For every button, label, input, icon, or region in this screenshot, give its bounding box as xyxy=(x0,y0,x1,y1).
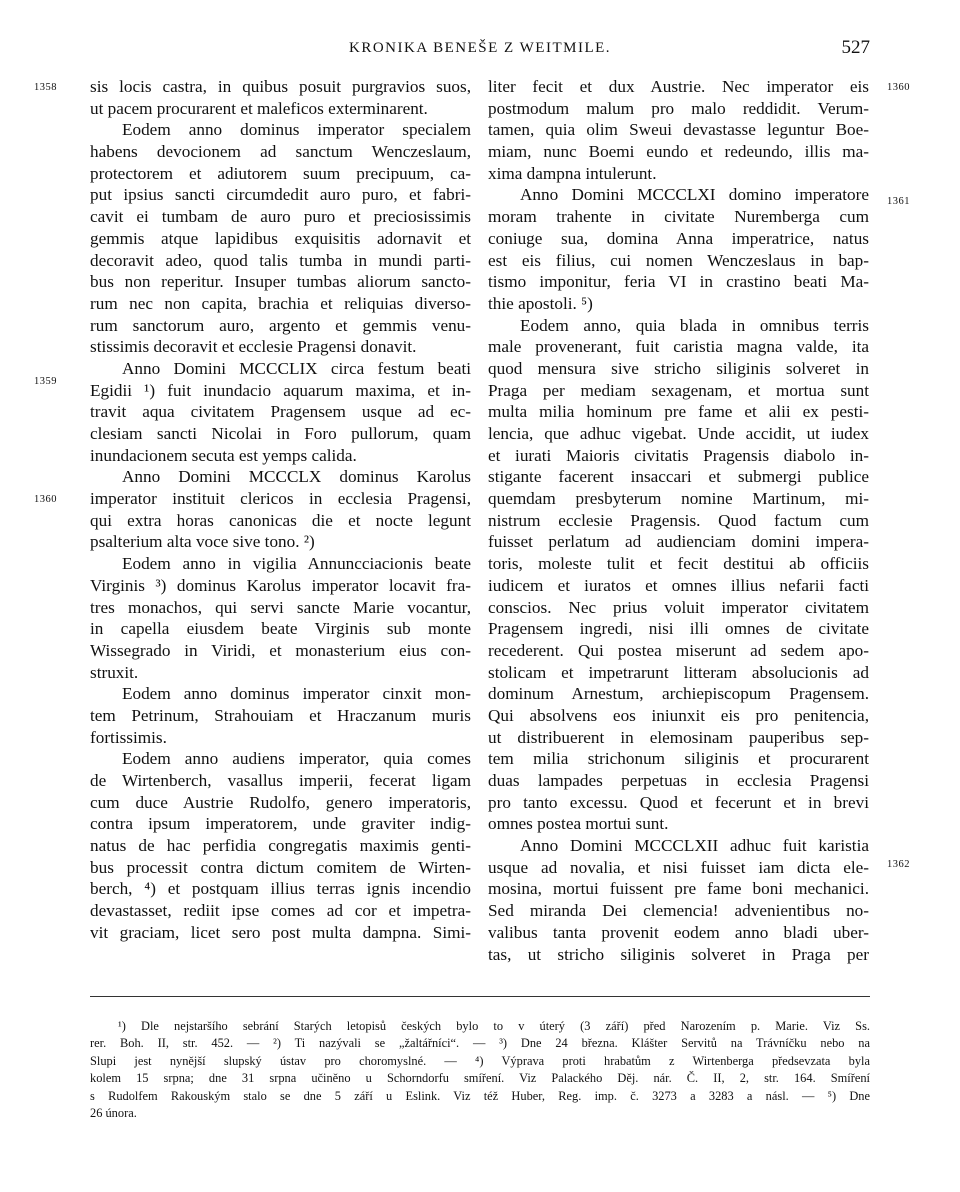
left-column xyxy=(90,76,471,944)
text-line: Pragensem ingredi, nisi illi omnes de civitate xyxy=(488,619,869,639)
text-line: Eodem anno audiens imperator, quia comes xyxy=(122,749,471,769)
running-title: KRONIKA BENEŠE Z WEITMILE. xyxy=(348,40,612,56)
text-line: rum sanctorum auro, argento et gemmis venu- xyxy=(90,315,471,335)
text-line: quemdam presbyterum nomine Martinum, mi- xyxy=(488,489,869,509)
text-line: Praga per mediam sexagenam, et mortua sunt xyxy=(488,380,869,400)
text-line: Anno Domini MCCCLXII adhuc fuit karistia xyxy=(520,836,869,856)
text-line: inundacionem secuta est yemps calida. xyxy=(90,445,357,465)
text-line: xima dampna intulerunt. xyxy=(488,163,657,183)
text-line: bus processit contra dictum comitem de Wirten- xyxy=(90,857,471,877)
text-line: stissimis decoravit et ecclesie Pragensi donavit. xyxy=(90,337,417,357)
running-head xyxy=(90,37,870,61)
text-line: habens devocionem ad sanctum Wenczeslaum, xyxy=(90,142,471,162)
text-line: iudicem et iuratos et omnes illius nefarii facti xyxy=(488,575,869,595)
text-line: struxit. xyxy=(90,662,139,682)
text-line: recederent. Qui postea miserunt ad sedem apo- xyxy=(488,640,869,660)
margin-year: 1360 xyxy=(887,82,910,93)
text-line: qui extra horas canonicas die et nocte legunt xyxy=(90,510,471,530)
text-line: dominum Arnestum, archiepiscopum Pragensem. xyxy=(488,684,869,704)
text-line: Anno Domini MCCCLXI domino imperatore xyxy=(520,185,869,205)
text-line: male provenerant, fuit caristia magna valde, ita xyxy=(488,337,869,357)
text-line: tres monachos, qui servi sancte Marie vocantur, xyxy=(90,597,471,617)
text-line: Eodem anno in vigilia Annuncciacionis beate xyxy=(122,554,471,574)
text-line: Eodem anno, quia blada in omnibus terris xyxy=(520,315,869,335)
text-line: sis locis castra, in quibus posuit purgravios suos, xyxy=(90,77,471,96)
text-line: contra ipsum imperatorem, unde graviter indig- xyxy=(90,814,471,834)
text-line: clesiam sancti Nicolai in Foro pullorum, quam xyxy=(90,424,471,443)
text-line: natus de hac perfidia congregatis maximis genti- xyxy=(90,836,471,856)
text-line: protectorem et adiutorem suum precipuum, ca- xyxy=(90,163,471,183)
text-line: ut distribuerent in elemosinam pauperibus sep- xyxy=(488,727,869,747)
margin-year: 1360 xyxy=(34,494,57,505)
text-line: nistrum ecclesie Pragensis. Quod factum cum xyxy=(488,510,869,530)
text-line: in capella eiusdem beate Virginis sub monte xyxy=(90,619,471,639)
text-line: conscios. Nec prius voluit imperator civitatem xyxy=(488,597,869,617)
right-column xyxy=(488,76,869,965)
page-number: 527 xyxy=(841,37,870,58)
text-line: toris, moleste tulit et fecit destitui ab officiis xyxy=(488,554,869,574)
text-line: tismo imponitur, feria VI in crastino beati Ma- xyxy=(488,272,869,292)
margin-year: 1358 xyxy=(34,82,57,93)
text-line: Eodem anno dominus imperator cinxit mon- xyxy=(122,684,471,704)
text-line: cum duce Austrie Rudolfo, genero imperatoris, xyxy=(90,792,471,812)
text-line: miam, nunc Boemi eundo et redeundo, illis ma- xyxy=(488,142,869,162)
text-line: postmodum malum pro malo reddidit. Verum- xyxy=(488,98,869,118)
text-line: coniuge sua, domina Anna imperatrice, natus xyxy=(488,228,869,248)
text-line: valibus tanta provenit eodem anno bladi uber- xyxy=(488,922,869,942)
text-line: imperator instituit clericos in ecclesia Pragensi, xyxy=(90,489,471,509)
text-line: Sed miranda Dei clemencia! advenientibus no- xyxy=(488,901,869,921)
text-line: tem milia strichonum siliginis et procurarent xyxy=(488,749,869,769)
text-line: mosina, mortui fuissent pre fame boni mechanici. xyxy=(488,879,869,899)
footnote-line: rer. Boh. II, str. 452. — ²) Ti nazývali se „žaltářníci“. — ³) Dne 24 března. Klášter Servitů na Trávníčku nebo na xyxy=(90,1036,870,1051)
text-line: Anno Domini MCCCLX dominus Karolus xyxy=(122,467,471,487)
text-line: multa milia hominum pre fame et alii ex pesti- xyxy=(488,402,869,422)
text-line: decoravit adeo, quod talis tumba in mundi parti- xyxy=(90,250,471,270)
text-line: fuisset perlatum ad audienciam domini impera- xyxy=(488,532,869,552)
text-line: tem Petrinum, Strahouiam et Hraczanum muris xyxy=(90,705,471,725)
text-line: stigante facerent insaccari et submergi publice xyxy=(488,467,869,487)
footnote-rule xyxy=(90,996,870,997)
text-line: travit aqua civitatem Pragensem usque ad ec- xyxy=(90,402,471,422)
text-line: Qui absolvens eos iniunxit eis pro penitencia, xyxy=(488,705,869,725)
text-line: put ipsius sancti circumdedit auro puro, et fabri- xyxy=(90,185,471,205)
text-line: rum nec non capita, brachia et reliquias diverso- xyxy=(90,293,471,313)
footnote-line: kolem 15 srpna; dne 31 srpna učiněno u Schorndorfu smíření. Viz Palackého Děj. nár. Č. II, 2, str. 164. Smíření xyxy=(90,1071,870,1086)
footnote-line: s Rudolfem Rakouským stalo se dne 5 září u Eslink. Viz též Huber, Reg. imp. č. 3273 a 3283 a násl. — ⁵) Dne xyxy=(90,1088,870,1103)
text-line: Virginis ³) dominus Karolus imperator locavit fra- xyxy=(90,575,471,595)
footnotes xyxy=(90,1018,870,1122)
text-line: quod mensura sive stricho siliginis solveret in xyxy=(488,358,869,378)
text-line: est eis filius, cui nomen Wenczeslaus in bap- xyxy=(488,250,869,270)
text-line: Egidii ¹) fuit inundacio aquarum maxima, et in- xyxy=(90,380,471,400)
footnote-line: 26 února. xyxy=(90,1105,137,1120)
text-line: Anno Domini MCCCLIX circa festum beati xyxy=(122,358,471,378)
text-line: bus non reperitur. Insuper tumbas aliorum sancto- xyxy=(90,272,471,292)
text-line: Wissegrado in Viridi, et monasterium eius con- xyxy=(90,640,471,660)
margin-year: 1362 xyxy=(887,859,910,870)
text-line: Eodem anno dominus imperator specialem xyxy=(122,120,471,140)
text-line: moram trahente in civitate Nuremberga cum xyxy=(488,207,869,227)
text-line: lencia, que adhuc vigebat. Unde accidit, ut iudex xyxy=(488,424,869,443)
text-line: vit graciam, licet sero post multa dampna. Simi- xyxy=(90,922,471,942)
text-line: pro tanto excessu. Quod et fecerunt et in brevi xyxy=(488,792,869,812)
text-line: fortissimis. xyxy=(90,727,167,747)
text-line: devastasset, rediit ipse comes ad cor et impetra- xyxy=(90,901,471,921)
text-line: thie apostoli. ⁵) xyxy=(488,293,593,313)
text-line: duas lampades perpetuas in ecclesia Pragensi xyxy=(488,771,869,790)
footnote-line: Slupi jest nynější slupský ústav pro choromyslné. — ⁴) Výprava proti hrabatům z Wirtenberga předsevzata byla xyxy=(90,1053,870,1068)
text-line: omnes postea mortui sunt. xyxy=(488,814,669,834)
text-line: de Wirtenberch, vasallus imperii, fecerat ligam xyxy=(90,771,471,790)
text-line: liter fecit et dux Austrie. Nec imperator eis xyxy=(488,77,869,96)
footnote-line: ¹) Dle nejstaršího sebrání Starých letopisů českých bylo to v úterý (3 září) před Narozením p. Marie. Viz Ss. xyxy=(118,1019,870,1033)
margin-year: 1359 xyxy=(34,376,57,387)
text-line: usque ad novalia, et nisi fuisset iam dicta ele- xyxy=(488,857,869,877)
text-line: psalterium alta voce sive tono. ²) xyxy=(90,532,315,552)
text-line: stolicam et impetrarunt litteram absolucionis ad xyxy=(488,662,869,682)
text-line: ut pacem procurarent et maleficos exterminarent. xyxy=(90,98,428,118)
text-line: gemmis atque lapidibus exquisitis adornavit et xyxy=(90,228,471,248)
text-line: tas, ut stricho siliginis solveret in Praga per xyxy=(488,944,869,964)
text-line: et iurati Maioris civitatis Pragensis diabolo in- xyxy=(488,445,869,465)
text-line: berch, ⁴) et postquam illius terras ignis incendio xyxy=(90,879,471,899)
margin-year: 1361 xyxy=(887,196,910,207)
text-line: tamen, quia olim Sweui devastasse leguntur Boe- xyxy=(488,120,869,140)
text-line: cavit ei tumbam de auro puro et preciosissimis xyxy=(90,207,471,227)
